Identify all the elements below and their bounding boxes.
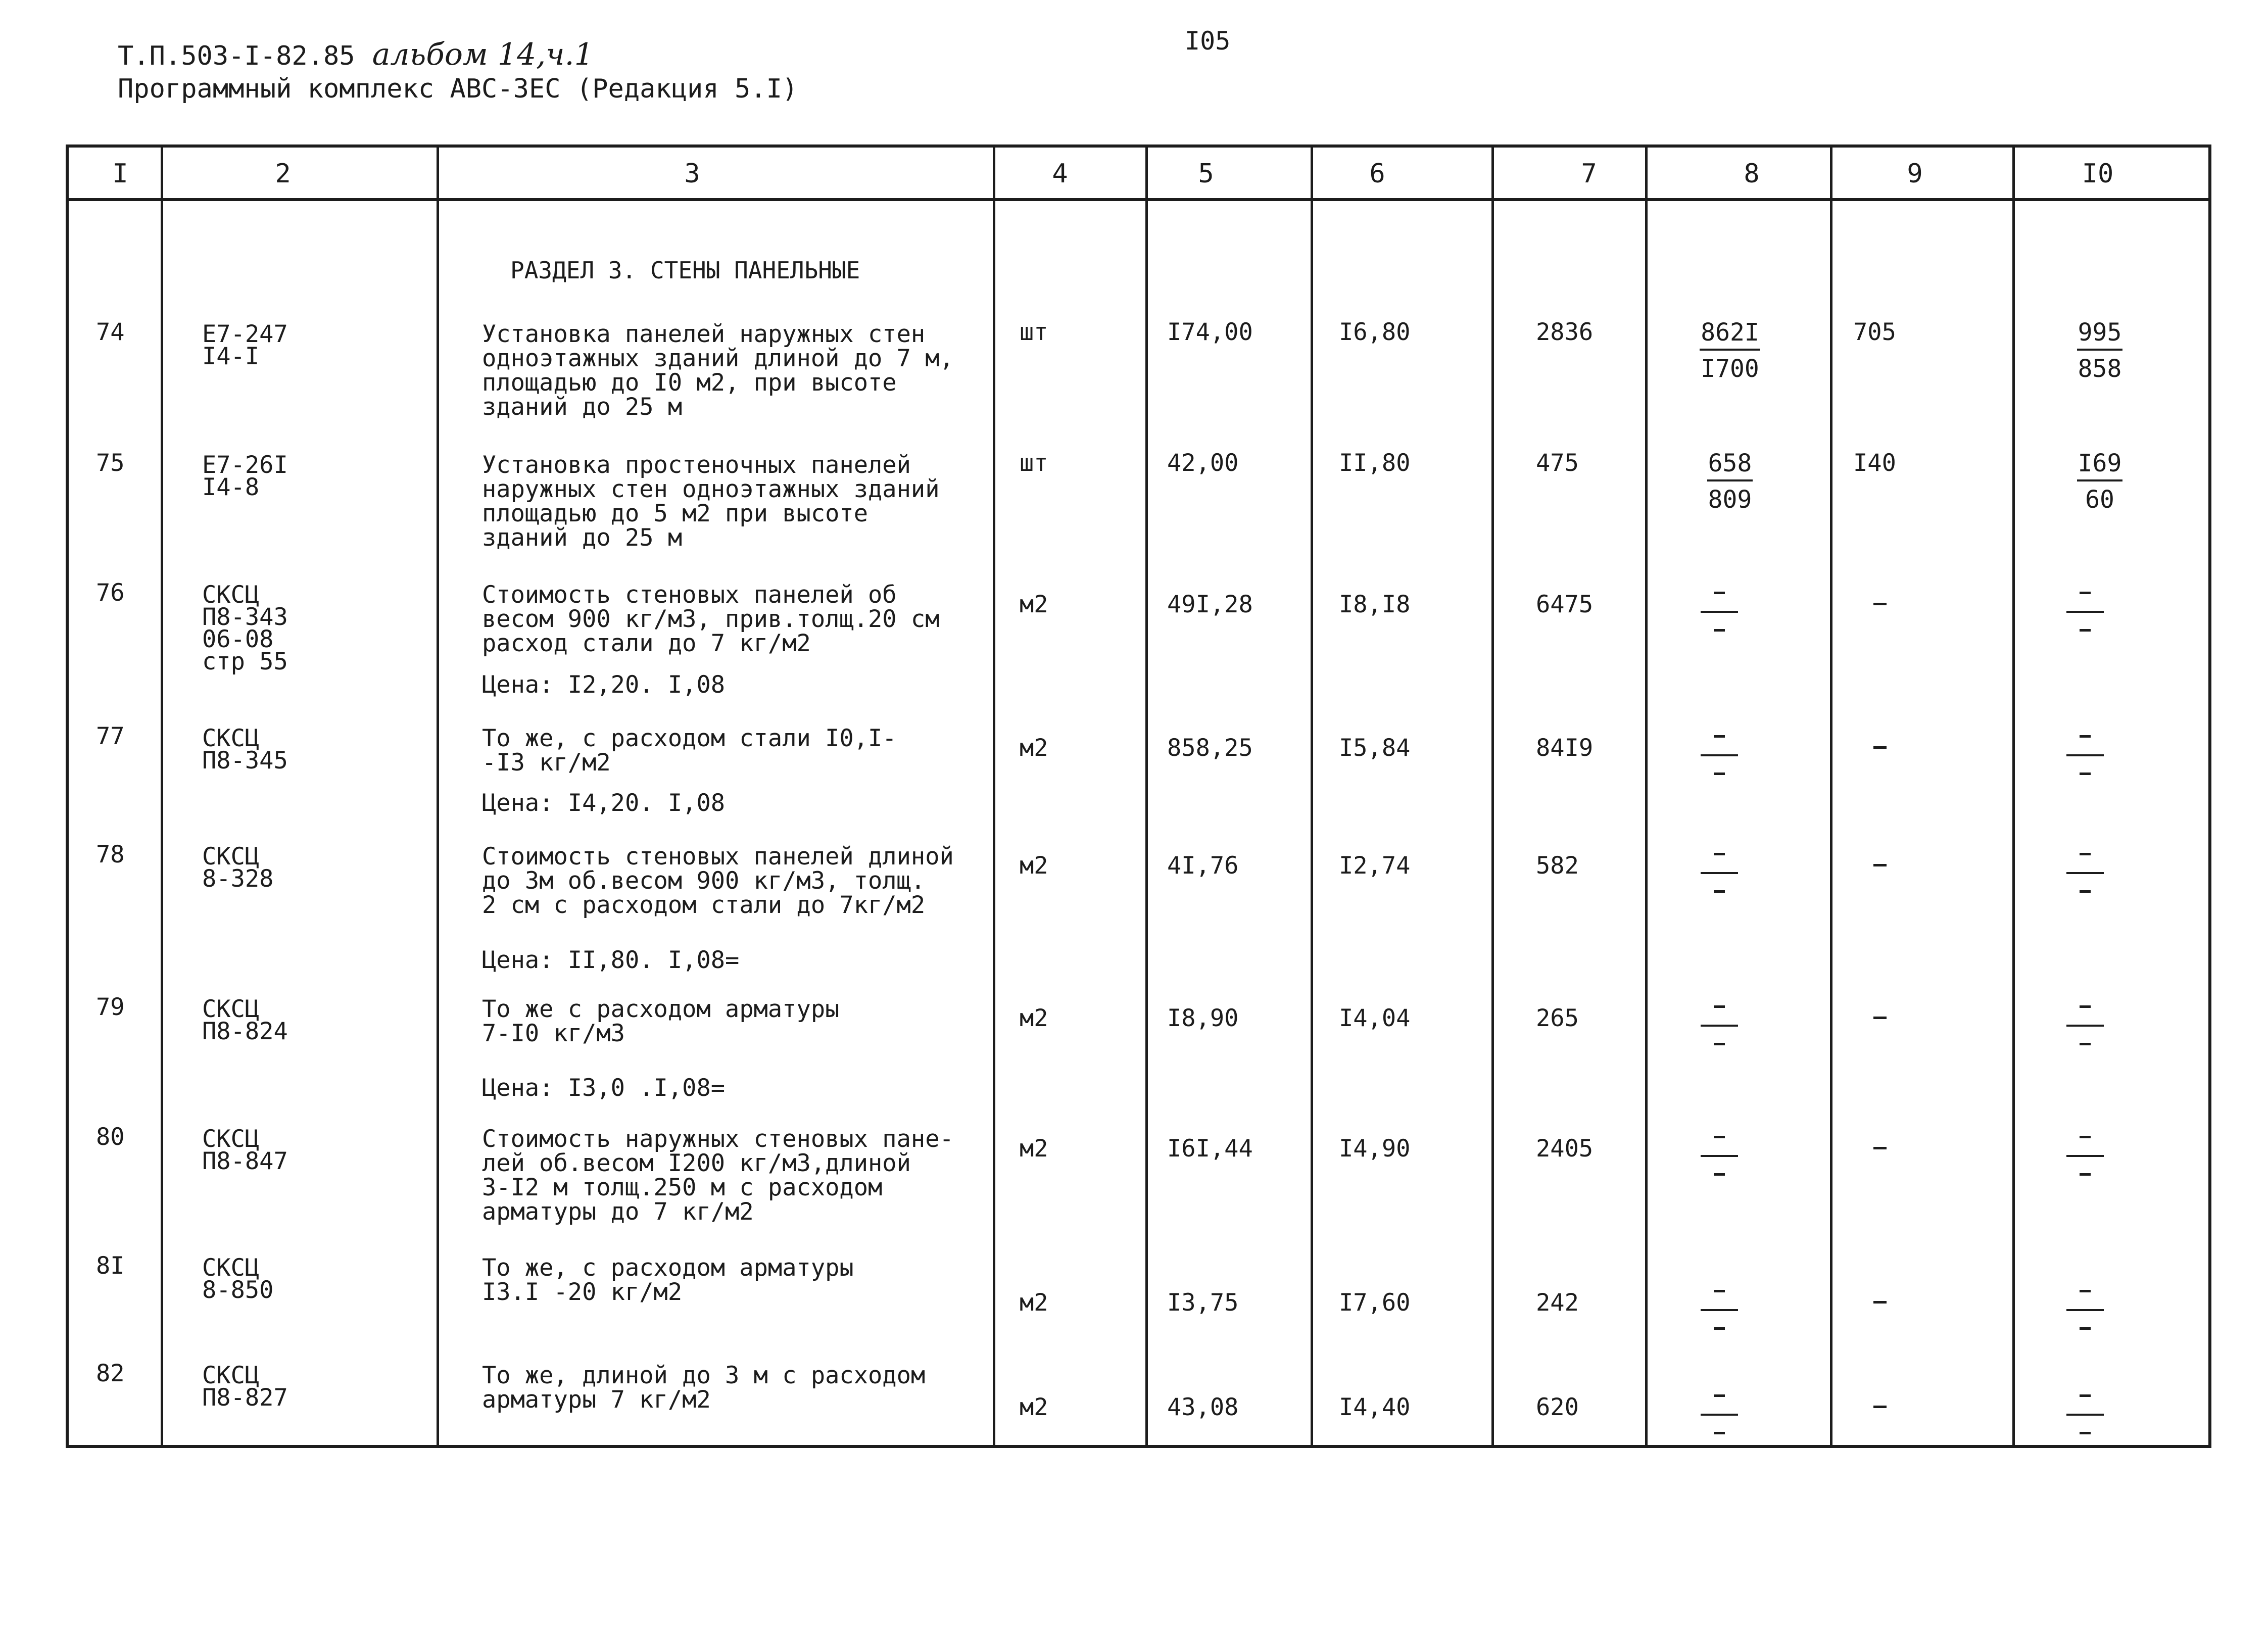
row-unit-price: I6,80 <box>1339 318 1411 346</box>
fraction-denominator: I700 <box>1701 355 1759 383</box>
row-description-line: -I3 кг/м2 <box>482 749 611 777</box>
column-header: 8 <box>1744 159 1760 189</box>
section-title: РАЗДЕЛ 3. СТЕНЫ ПАНЕЛЬНЫЕ <box>510 257 860 284</box>
row-description-line: до 3м об.весом 900 кг/м3, толщ. <box>482 867 926 895</box>
row-description-line: арматуры 7 кг/м2 <box>482 1386 711 1414</box>
row-description-line: То же, с расходом стали I0,I- <box>482 725 897 752</box>
row-number: 74 <box>96 318 125 346</box>
row-col10-empty-fraction <box>2053 1136 2114 1176</box>
row-quantity: I8,90 <box>1167 1004 1239 1032</box>
row-code-line: П8-827 <box>202 1384 288 1412</box>
row-number: 82 <box>96 1360 125 1387</box>
row-col10-empty-fraction <box>2053 592 2114 632</box>
row-col9-dash <box>1873 1147 1887 1149</box>
column-divider <box>1311 144 1313 1448</box>
row-number: 8I <box>96 1252 125 1280</box>
column-header: I0 <box>2082 159 2114 189</box>
row-code-line: П8-343 <box>202 603 288 631</box>
row-total: 2836 <box>1536 318 1594 346</box>
row-total: 6475 <box>1536 591 1594 618</box>
row-unit-price: II,80 <box>1339 449 1411 477</box>
row-total: 242 <box>1536 1289 1579 1317</box>
row-col8-empty-fraction <box>1687 735 1748 776</box>
row-col10-empty-fraction <box>2053 1290 2114 1330</box>
row-unit: шт <box>1020 318 1048 346</box>
row-col10-empty-fraction <box>2053 1005 2114 1046</box>
column-header: 4 <box>1052 159 1068 189</box>
row-code-line: П8-847 <box>202 1147 288 1175</box>
row-total: 475 <box>1536 449 1579 477</box>
row-description-line: площадью до I0 м2, при высоте <box>482 369 897 397</box>
row-quantity: I6I,44 <box>1167 1135 1253 1163</box>
fraction-numerator: 658 <box>1707 451 1753 481</box>
row-unit: м2 <box>1020 1004 1048 1032</box>
page-number: I05 <box>1185 26 1231 56</box>
column-divider <box>1491 144 1494 1448</box>
row-col10-empty-fraction <box>2053 735 2114 776</box>
row-description-line: 2 см с расходом стали до 7кг/м2 <box>482 891 926 919</box>
row-description-line: То же с расходом арматуры <box>482 995 840 1023</box>
row-code-line: Е7-247 <box>202 320 288 348</box>
row-code-line: П8-824 <box>202 1018 288 1045</box>
column-divider <box>2012 144 2015 1448</box>
row-col8-empty-fraction <box>1687 1394 1748 1435</box>
fraction-denominator: 809 <box>1708 486 1752 514</box>
row-quantity: 43,08 <box>1167 1393 1239 1421</box>
row-description-line: расход стали до 7 кг/м2 <box>482 630 811 657</box>
row-code-line: I4-I <box>202 343 260 370</box>
row-unit-price: I8,I8 <box>1339 591 1411 618</box>
row-col8-empty-fraction <box>1687 1136 1748 1176</box>
row-code-line: СКСЦ <box>202 1362 260 1389</box>
column-divider <box>161 144 163 1448</box>
row-unit-price: I2,74 <box>1339 852 1411 880</box>
row-number: 75 <box>96 449 125 477</box>
row-code-line: СКСЦ <box>202 1125 260 1153</box>
row-quantity: 858,25 <box>1167 734 1253 762</box>
row-description-line: зданий до 25 м <box>482 393 683 421</box>
row-col8-fraction <box>1690 320 1770 381</box>
row-unit: м2 <box>1020 852 1048 880</box>
row-quantity: 4I,76 <box>1167 852 1239 880</box>
row-description-line: Установка простеночных панелей <box>482 451 911 479</box>
row-code-line: СКСЦ <box>202 725 260 752</box>
row-description-line: арматуры до 7 кг/м2 <box>482 1198 754 1226</box>
row-col9-dash <box>1873 864 1887 866</box>
row-col8-empty-fraction <box>1687 1005 1748 1046</box>
row-description-line: одноэтажных зданий длиной до 7 м, <box>482 345 954 372</box>
row-number: 79 <box>96 993 125 1021</box>
row-unit: м2 <box>1020 591 1048 618</box>
column-header: 6 <box>1369 159 1385 189</box>
row-col8-empty-fraction <box>1687 592 1748 632</box>
row-quantity: 49I,28 <box>1167 591 1253 618</box>
row-code-line: 8-328 <box>202 865 274 893</box>
row-description-line: Установка панелей наружных стен <box>482 320 926 348</box>
row-description-line: 7-I0 кг/м3 <box>482 1020 625 1047</box>
row-col9: I40 <box>1853 449 1896 477</box>
row-col9-dash <box>1873 603 1887 605</box>
row-description-line: Стоимость наружных стеновых пане- <box>482 1125 954 1153</box>
row-total: 265 <box>1536 1004 1579 1032</box>
row-quantity: I3,75 <box>1167 1289 1239 1317</box>
row-unit: м2 <box>1020 1289 1048 1317</box>
row-description-line: зданий до 25 м <box>482 524 683 552</box>
column-divider <box>1830 144 1832 1448</box>
row-code-line: стр 55 <box>202 648 288 675</box>
row-unit-price: I4,40 <box>1339 1393 1411 1421</box>
row-code-line: Е7-26I <box>202 451 288 479</box>
row-col9-dash <box>1873 1406 1887 1408</box>
document-code-line <box>118 39 594 70</box>
row-description-line: лей об.весом I200 кг/м3,длиной <box>482 1149 911 1177</box>
row-number: 76 <box>96 579 125 607</box>
row-col9-dash <box>1873 1017 1887 1019</box>
fraction-numerator: 862I <box>1700 320 1760 351</box>
column-divider <box>1645 144 1648 1448</box>
row-col10-fraction <box>2059 320 2140 381</box>
row-col8-empty-fraction <box>1687 853 1748 893</box>
row-number: 80 <box>96 1123 125 1151</box>
program-title: Программный комплекс АВС-ЗЕС (Редакция 5.I) <box>118 74 798 104</box>
column-header: 5 <box>1198 159 1214 189</box>
column-divider <box>993 144 995 1448</box>
row-description-line: площадью до 5 м2 при высоте <box>482 500 868 527</box>
column-divider <box>437 144 439 1448</box>
row-col9-dash <box>1873 1301 1887 1304</box>
row-total: 582 <box>1536 852 1579 880</box>
row-total: 2405 <box>1536 1135 1594 1163</box>
row-price-note: Цена: II,80. I,08= <box>482 946 740 974</box>
row-description-line: Стоимость стеновых панелей длиной <box>482 843 954 871</box>
row-col9-dash <box>1873 746 1887 749</box>
row-price-note: Цена: I2,20. I,08 <box>482 671 726 699</box>
row-code-line: СКСЦ <box>202 995 260 1023</box>
column-divider <box>1145 144 1148 1448</box>
row-unit: м2 <box>1020 734 1048 762</box>
header-row-divider <box>66 198 2211 201</box>
row-total: 620 <box>1536 1393 1579 1421</box>
row-code-line: СКСЦ <box>202 581 260 609</box>
fraction-denominator: 60 <box>2085 486 2114 514</box>
row-code-line: СКСЦ <box>202 843 260 871</box>
row-code-line: П8-345 <box>202 747 288 775</box>
column-header: 7 <box>1581 159 1597 189</box>
row-unit: м2 <box>1020 1393 1048 1421</box>
fraction-denominator: 858 <box>2078 355 2122 383</box>
row-col10-empty-fraction <box>2053 1394 2114 1435</box>
row-price-note: Цена: I4,20. I,08 <box>482 789 726 817</box>
row-unit-price: I5,84 <box>1339 734 1411 762</box>
row-code-line: 06-08 <box>202 625 274 653</box>
column-header: I <box>112 159 128 189</box>
column-header: 9 <box>1907 159 1923 189</box>
column-header: 3 <box>684 159 700 189</box>
fraction-numerator: I69 <box>2077 451 2123 481</box>
row-description-line: I3.I -20 кг/м2 <box>482 1278 683 1306</box>
row-col8-empty-fraction <box>1687 1290 1748 1330</box>
row-description-line: Стоимость стеновых панелей об <box>482 581 897 609</box>
row-col10-fraction <box>2059 451 2140 512</box>
row-description-line: весом 900 кг/м3, прив.толщ.20 см <box>482 605 940 633</box>
row-description-line: То же, длиной до 3 м с расходом <box>482 1362 926 1389</box>
row-total: 84I9 <box>1536 734 1594 762</box>
row-price-note: Цена: I3,0 .I,08= <box>482 1074 726 1102</box>
row-description-line: То же, с расходом арматуры <box>482 1254 854 1282</box>
row-description-line: наружных стен одноэтажных зданий <box>482 475 940 503</box>
row-col9: 705 <box>1853 318 1896 346</box>
row-code-line: СКСЦ <box>202 1254 260 1282</box>
column-header: 2 <box>275 159 291 189</box>
row-unit-price: I4,90 <box>1339 1135 1411 1163</box>
row-quantity: 42,00 <box>1167 449 1239 477</box>
row-unit-price: I4,04 <box>1339 1004 1411 1032</box>
row-unit-price: I7,60 <box>1339 1289 1411 1317</box>
row-number: 77 <box>96 722 125 750</box>
row-number: 78 <box>96 841 125 868</box>
row-unit: шт <box>1020 449 1048 477</box>
handwritten-note: альбом 14,ч.1 <box>372 37 594 72</box>
row-col10-empty-fraction <box>2053 853 2114 893</box>
row-col8-fraction <box>1690 451 1770 512</box>
row-code-line: I4-8 <box>202 473 260 501</box>
document-code: Т.П.503-I-82.85 <box>118 41 355 71</box>
row-quantity: I74,00 <box>1167 318 1253 346</box>
row-description-line: 3-I2 м толщ.250 м с расходом <box>482 1174 883 1201</box>
fraction-numerator: 995 <box>2077 320 2123 351</box>
row-unit: м2 <box>1020 1135 1048 1163</box>
row-code-line: 8-850 <box>202 1276 274 1304</box>
